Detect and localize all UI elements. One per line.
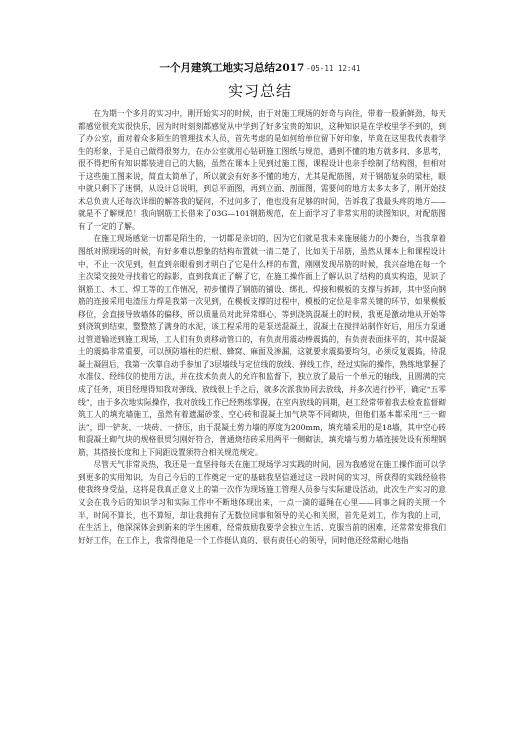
paragraph: 在为期一个多月的实习中，刚开始实习的时候，由于对施工现场的好奇与向往，带着一股新鲜劲，每天都感觉很充实很快乐，因为时时刻刻都感觉从中学到了好多宝贵的知识，这种知识是在学校里学不到的，到了办公室，面对着众多陌生的管理技术人员，首先考虑的是如何给单位留下好印象，毕竟在这里我代表着学生的形象，于是自己做得很努力，在办公室就用心钻研施工图纸与规范，遇到不懂的地方就多问、多思考，很不得把所有知识都装进自己的大脑，虽然在课本上见到过施工图，课程设计也亲手绘制了结构图，但相对于这些施工图来说，简直太简单了，所以就会有好多不懂的地方，尤其是配筋图，对于钢筋复杂的梁柱，眼中就只剩下了迷惘，从设计总说明，到总平面图，再到立面、剖面图，需要问的地方太多太多了，刚开始技术总负责人还每次详细的解答我的疑问，不过问多了，他也没有足够的时间，告诉我了我最头疼的地方——就是不了解规范！我向钢筋工长借来了03G—101钢筋规范，在上面学习了非常实用的读图知识，对配筋图有了一定的了解。 <box>78 109 446 231</box>
paragraph: 尽管天气非常炎热，我还是一直坚持每天在施工现场学习实践的时间，因为我感觉在施工操作面可以学到更多的实用知识，为自己今后的工作奠定一定的基础我坚信通过这一段时间的实习，所获得的实践经验将使我终身受益，这将是我真正意义上的第一次作为现场施工管理人员参与实际建设活动，此次生产实习的意义会在我今后的知识学习和实际工作中不断地体现出来，一点一滴的逼绳在心里——同事之间的关照一个半，时间不算长，也不算短，却让我拥有了无数位同事和领导的关心和关照，首先是刘工，作为我的上司，在生活上，他深深体会到新来的学生困难，经常鼓励我要学会独立生活、克服当前的困难，还常常安排我们好好工作，在工作上，我常得他是一个工作挺认真的、很有责任心的领导，同时他还经常耐心地指 <box>78 460 446 545</box>
publish-date: -05-11 12:41 <box>306 64 361 73</box>
paragraph: 在施工现场感觉一切都是陌生的，一切都是亲切的，因为它们就是我未来施展能力的小舞台，当我拿着图纸对照现场的时候，有好多难以想象的结构布置就一清二楚了，比如关于吊筋，虽然从课本上和课程设计中，不止一次见到，但直到亲眼看到才明白了它是什么样的布置，刚刚发现吊筋的时候，我兴奋地在每一个主次梁交接处寻找着它的踪影，直到我真正了解了它，在施工操作面上了解认识了结构的真实构造，见识了钢筋工、木工、焊工等的工作情况，初步懂得了钢筋的铺设、绑扎、焊接和模板的支撑与拆卸，其中竖向钢筋的连接采用电渣压力焊是我第一次见到，在模板支撑的过程中，模板的定位是非常关键的环节，如果模板移位，会直接导致墙体的偏移，所以质量员对此异常细心，等到浇筑混凝土的时候，我更是激动地从开始等到浇筑到结束，整整熬了满身的水泥，该工程采用的是泵送混凝土，混凝土在搅拌站制作好后，用压力泵通过管道输送到施工现场，工人们有负责移动管口的，有负责用震动棒震捣的，有负责表面抹平的，其中混凝土的震捣非常重要，可以预防墙柱的烂根、蜂窝、麻面及渗漏，这就要求震捣要均匀，必须反复震捣，待混凝土凝固后，我第一次靠自动手参加了3层墙线与定位线的放线、弹线工作，经过实际的操作，熟练地掌握了水准仪、经纬仪的使用方法，并在技术负责人的允许和监督下，独立放了最后一个单元的轴线，且圆满的完成了任务，项目经理得知我对弹线、放线很上手之后，就多次派我协同去放线，并多次进行抄平，确定“五零线”，由于多次地实际操作，我对放线工作已经熟练掌握，在室内放线的同期，赵工经常带着我去检查监督砌筑工人的填充墙施工，虽然有着遗漏砂浆、空心砖和混凝土加气块等不同砌块，但他们基本都采用“三一砌法”，即一铲灰、一块砖、一挤压，由于混凝土剪力墙的厚度为200mm，填充墙采用的是18墙，其中空心砖和混凝土砌气块的规格很贸匀刚好符合，普通烧结砖采用两平一侧砌法，填充墙与剪力墙连接处设有预埋钢筋，其搭接长度和上下间距设置须符合相关规范规定。 <box>78 234 446 457</box>
document-title <box>60 60 460 75</box>
title-text: 一个月建筑工地实习总结2017 <box>159 62 305 74</box>
document-body <box>78 108 446 547</box>
section-heading: 实习总结 <box>227 82 292 100</box>
